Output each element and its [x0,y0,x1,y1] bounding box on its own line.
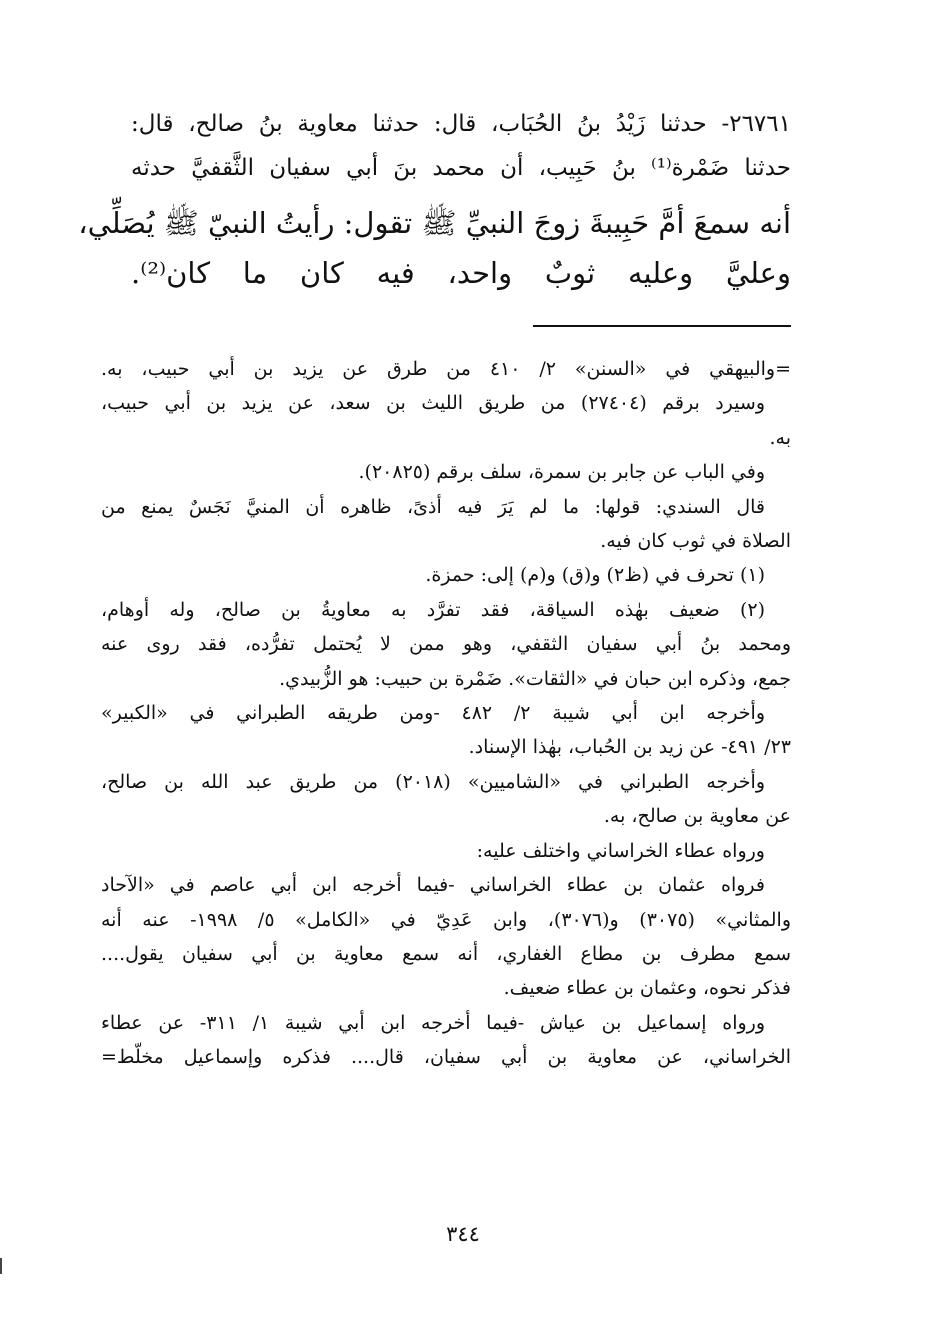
footnote-line: وسيرد برقم (٢٧٤٠٤) من طريق الليث بن سعد، عن يزيد بن أبي حبيب، [101,392,765,415]
footnote-line: فذكر نحوه، وعثمان بن عطاء ضعيف. [503,977,791,1000]
footnote-line: سمع مطرف بن مطاع الغفاري، أنه سمع معاوية بن أبي سفيان يقول.... [101,942,791,965]
footnote-line: وفي الباب عن جابر بن سمرة، سلف برقم (٢٠٨٢٥). [358,461,765,484]
footnote-separator [533,325,791,327]
footnote-line: وأخرجه ابن أبي شيبة ٢/ ٤٨٢ -ومن طريقه الطبراني في «الكبير» [101,702,766,725]
scan-edge-mark [0,1258,2,1274]
footnote-line: الخراساني، عن معاوية بن أبي سفيان، قال.... فذكره وإسماعيل مخلّط= [101,1046,791,1069]
footnotes [101,352,791,1075]
footnote-line: ورواه إسماعيل بن عياش -فيما أخرجه ابن أبي شيبة ١/ ٣١١- عن عطاء [101,1011,765,1034]
footnote-line: والمثاني» (٣٠٧٥) و(٣٠٧٦)، وابن عَدِيّ في «الكامل» ٥/ ١٩٩٨- عنه أنه [101,908,791,931]
footnote-line: =والبيهقي في «السنن» ٢/ ٤١٠ من طرق عن يزيد بن أبي حبيب، به. [101,358,791,380]
footnote-line: عن معاوية بن صالح، به. [603,805,791,828]
footnote-line: قال السندي: قولها: ما لم يَرَ فيه أذىً، ظاهره أن المنيَّ نَجَسٌ يمنع من [101,495,765,518]
footnote-line: ٢٣/ ٤٩١- عن زيد بن الحُباب، بهٰذا الإسناد. [468,736,791,759]
footnote-2: (٢) ضعيف بهٰذه السياقة، فقد تفرَّد به معاويةُ بن صالح، وله أوهام، [101,598,765,621]
hadith-text [78,102,791,298]
footnote-line: جمع، وذكره ابن حبان في «الثقات». ضَمْرة بن حبيب: هو الزُّبيدي. [279,667,791,690]
matn-line: وعليَّ وعليه ثوبٌ واحد، فيه كان ما كان⁽²⁾. [131,256,791,290]
page-number: ٣٤٤ [446,1222,480,1246]
footnote-line: الصلاة في ثوب كان فيه. [600,530,791,553]
footnote-line: فرواه عثمان بن عطاء الخراساني -فيما أخرجه ابن أبي عاصم في «الآحاد [101,874,765,897]
footnote-1: (١) تحرف في (ظ٢) و(ق) و(م) إلى: حمزة. [425,564,765,587]
footnote-line: ورواه عطاء الخراساني واختلف عليه: [476,839,765,862]
isnad-line: حدثنا ضَمْرة⁽¹⁾ بنُ حَبِيب، أن محمد بنَ أبي سفيان الثَّقفيَّ حدثه [131,155,791,181]
footnote-line: ومحمد بنُ أبي سفيان الثقفي، وهو ممن لا يُحتمل تفرُّده، فقد روى عنه [101,633,791,656]
footnote-line: به. [769,426,791,449]
matn-line: أنه سمعَ أمَّ حَبِيبةَ زوجَ النبيِّ ﷺ تقول: رأيتُ النبيّ ﷺ يُصَلِّي، [78,206,791,240]
footnote-line: وأخرجه الطبراني في «الشاميين» (٢٠١٨) من طريق عبد الله بن صالح، [101,770,765,793]
isnad-line: ٢٦٧٦١- حدثنا زَيْدُ بنُ الحُبَاب، قال: حدثنا معاوية بنُ صالح، قال: [131,111,791,137]
